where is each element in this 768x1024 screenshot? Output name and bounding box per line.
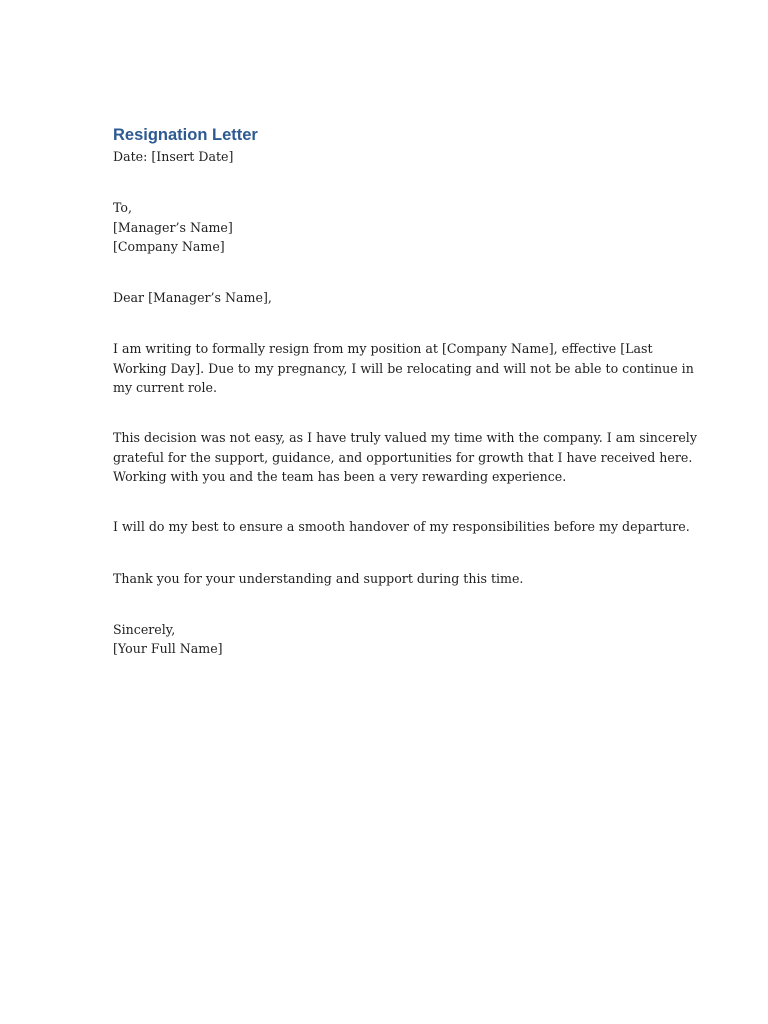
spacer [113,256,658,288]
signature-name: [Your Full Name] [113,641,223,657]
letter-body [113,124,697,658]
spacer [113,166,658,198]
paragraph-line: Working Day]. Due to my pregnancy, I will be relocating and will not be able to continue in [113,360,694,376]
paragraph-line: my current role. [113,380,217,396]
paragraph-line: grateful for the support, guidance, and opportunities for growth that I have received here. [113,449,693,465]
paragraph [113,517,690,536]
spacer [113,588,658,620]
recipient-manager-name: [Manager’s Name] [113,219,233,235]
recipient-company-name: [Company Name] [113,238,225,254]
spacer [113,486,658,517]
closing: Sincerely, [113,621,176,637]
paragraph-line: I am writing to formally resign from my position at [Company Name], effective [Last [113,341,653,357]
recipient-to: To, [113,200,133,216]
salutation: Dear [Manager’s Name], [113,290,272,306]
paragraph-line: Thank you for your understanding and support during this time. [113,570,524,586]
paragraph-line: Working with you and the team has been a very rewarding experience. [113,468,567,484]
letter-title: Resignation Letter [113,126,258,144]
paragraph-line: I will do my best to ensure a smooth handover of my responsibilities before my departure. [113,519,690,535]
paragraph-line: This decision was not easy, as I have truly valued my time with the company. I am sincerely [113,430,697,446]
closing-block [113,620,658,659]
recipient-block [113,198,658,256]
paragraph [113,428,697,486]
spacer [113,537,658,569]
spacer [113,397,658,428]
date-line: Date: [Insert Date] [113,149,234,164]
paragraph [113,339,694,397]
spacer [113,307,658,339]
paragraph [113,569,658,588]
